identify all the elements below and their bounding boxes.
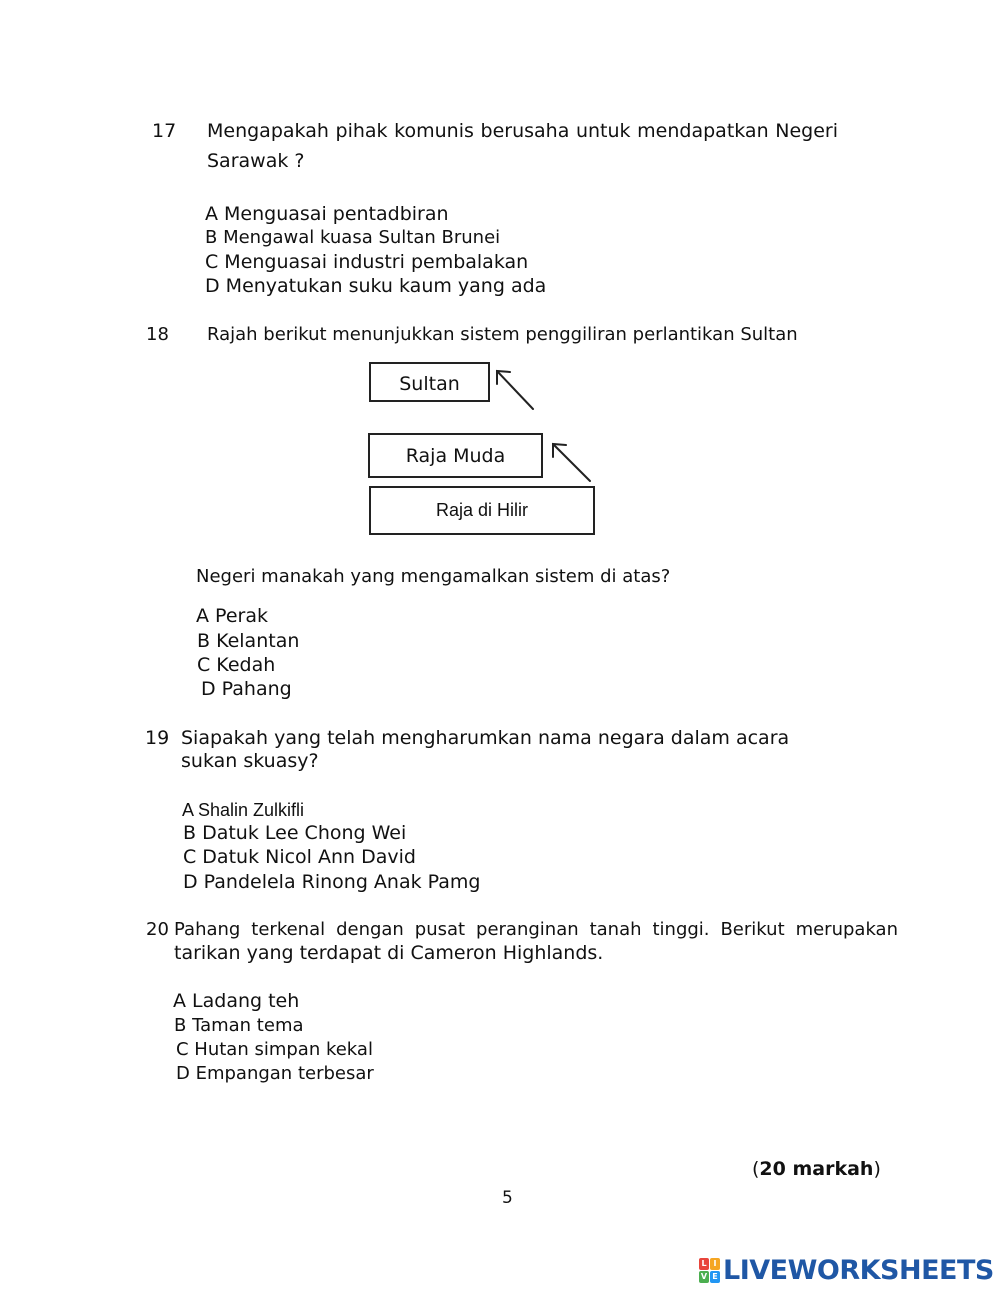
logo-tile-i: I — [710, 1258, 720, 1270]
page-number: 5 — [502, 1188, 513, 1208]
q20-option-a[interactable]: A Ladang teh — [173, 990, 300, 1012]
q17-question-line1: Mengapakah pihak komunis berusaha untuk mendapatkan Negeri — [207, 120, 838, 142]
q19-number: 19 — [145, 727, 170, 749]
q19-question-line2: sukan skuasy? — [181, 750, 319, 772]
diagram-label-raja-muda: Raja Muda — [405, 445, 506, 467]
q20-option-d[interactable]: D Empangan terbesar — [176, 1063, 374, 1084]
diagram-label-sultan: Sultan — [399, 373, 460, 395]
q18-option-b[interactable]: B Kelantan — [197, 630, 300, 652]
q18-question: Rajah berikut menunjukkan sistem penggiliran perlantikan Sultan — [207, 324, 798, 345]
logo-wordmark: LIVEWORKSHEETS — [723, 1254, 994, 1286]
q17-number: 17 — [152, 120, 177, 142]
q19-option-c[interactable]: C Datuk Nicol Ann David — [183, 846, 416, 868]
q19-question-line1: Siapakah yang telah mengharumkan nama negara dalam acara — [181, 727, 790, 749]
diagram-label-raja-di-hilir: Raja di Hilir — [435, 500, 529, 520]
arrow-to-sultan — [497, 371, 533, 409]
q18-option-d[interactable]: D Pahang — [201, 678, 292, 700]
q20-number: 20 — [146, 919, 169, 940]
logo-tiles-icon — [699, 1258, 720, 1283]
q20-option-c[interactable]: C Hutan simpan kekal — [176, 1039, 373, 1060]
logo-tile-l: L — [699, 1258, 709, 1270]
marks-close-paren: ) — [873, 1158, 881, 1180]
logo-tile-e: E — [710, 1271, 720, 1283]
marks-value: 20 markah — [759, 1158, 874, 1180]
q17-option-c[interactable]: C Menguasai industri pembalakan — [205, 251, 529, 273]
q18-number: 18 — [146, 324, 169, 345]
q19-option-d[interactable]: D Pandelela Rinong Anak Pamg — [183, 871, 481, 893]
q20-option-b[interactable]: B Taman tema — [174, 1015, 304, 1036]
q20-question-line1: Pahang terkenal dengan pusat peranginan tanah tinggi. Berikut merupakan — [174, 919, 898, 940]
q18-option-a[interactable]: A Perak — [196, 605, 268, 627]
q17-question-line2: Sarawak ? — [207, 150, 305, 172]
q19-option-b[interactable]: B Datuk Lee Chong Wei — [183, 822, 407, 844]
logo-tile-v: V — [700, 1272, 708, 1281]
q20-question-line2: tarikan yang terdapat di Cameron Highlands. — [174, 942, 604, 964]
marks-label — [752, 1160, 881, 1179]
liveworksheets-logo — [699, 1256, 994, 1284]
q18-option-c[interactable]: C Kedah — [197, 654, 276, 676]
q17-option-d[interactable]: D Menyatukan suku kaum yang ada — [205, 275, 547, 297]
q17-option-a[interactable]: A Menguasai pentadbiran — [205, 203, 449, 225]
marks-open-paren: ( — [752, 1158, 760, 1180]
arrow-to-raja-muda — [553, 444, 590, 481]
q18-sub-question: Negeri manakah yang mengamalkan sistem di atas? — [196, 566, 671, 587]
q17-option-b[interactable]: B Mengawal kuasa Sultan Brunei — [205, 227, 501, 248]
q19-option-a[interactable]: A Shalin Zulkifli — [182, 800, 305, 820]
